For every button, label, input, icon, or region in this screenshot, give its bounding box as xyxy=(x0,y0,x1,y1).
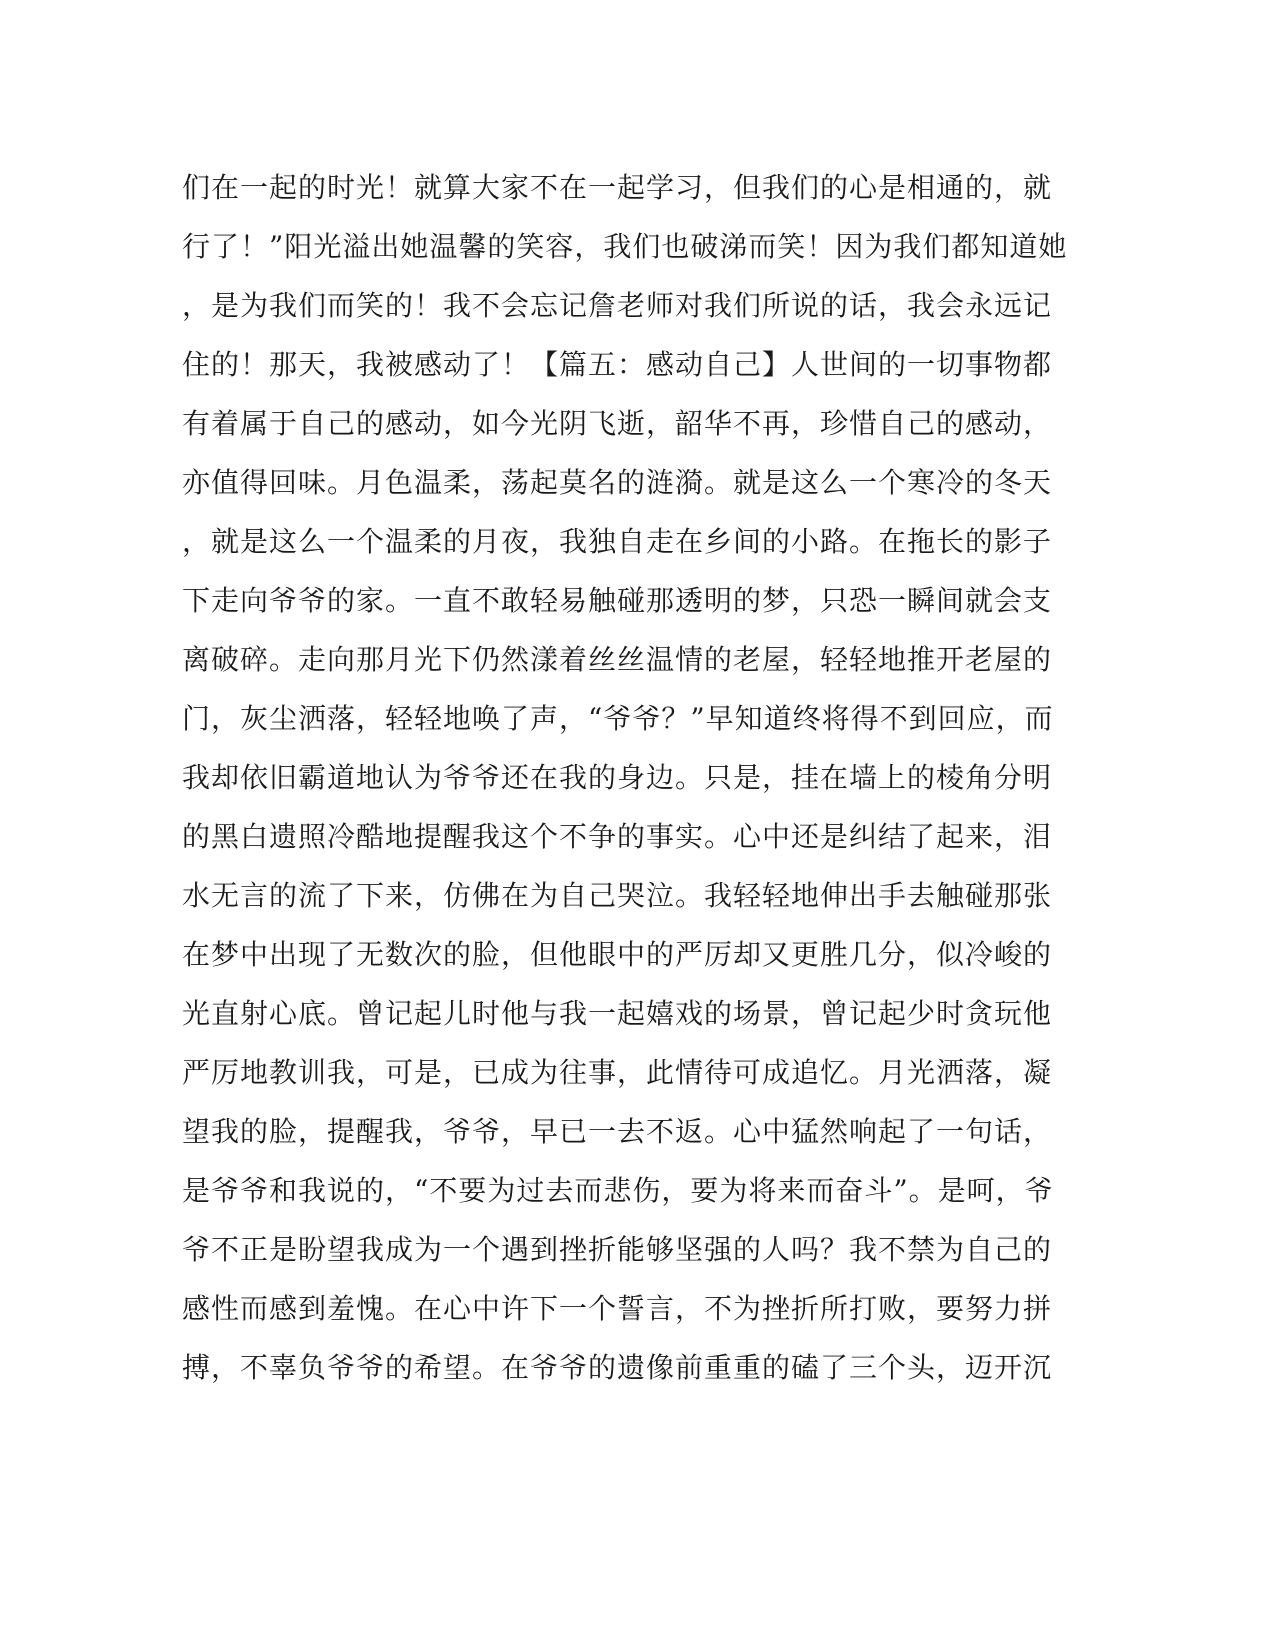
text-line: 水无言的流了下来，仿佛在为自己哭泣。我轻轻地伸出手去触碰那张 xyxy=(182,879,1053,912)
text-line: 下走向爷爷的家。一直不敢轻易触碰那透明的梦，只恐一瞬间就会支 xyxy=(182,584,1053,617)
text-line: 亦值得回味。月色温柔，荡起莫名的涟漪。就是这么一个寒冷的冬天 xyxy=(182,466,1053,499)
text-line: 感性而感到羞愧。在心中许下一个誓言，不为挫折所打败，要努力拼 xyxy=(182,1292,1053,1325)
text-line: 在梦中出现了无数次的脸，但他眼中的严厉却又更胜几分，似冷峻的 xyxy=(182,938,1053,971)
text-line: 住的！那天，我被感动了！【篇五：感动自己】人世间的一切事物都 xyxy=(182,348,1053,381)
text-line: 严厉地教训我，可是，已成为往事，此情待可成追忆。月光洒落，凝 xyxy=(182,1056,1053,1089)
text-line: 离破碎。走向那月光下仍然漾着丝丝温情的老屋，轻轻地推开老屋的 xyxy=(182,643,1053,676)
text-line: ，是为我们而笑的！我不会忘记詹老师对我们所说的话，我会永远记 xyxy=(182,289,1053,322)
text-line: ，就是这么一个温柔的月夜，我独自走在乡间的小路。在拖长的影子 xyxy=(182,525,1053,558)
text-line: 们在一起的时光！就算大家不在一起学习，但我们的心是相通的，就 xyxy=(182,171,1053,204)
body-text xyxy=(182,158,1068,1397)
text-line: 有着属于自己的感动，如今光阴飞逝，韶华不再，珍惜自己的感动， xyxy=(182,407,1053,440)
text-line: 望我的脸，提醒我，爷爷，早已一去不返。心中猛然响起了一句话， xyxy=(182,1115,1053,1148)
text-line: 光直射心底。曾记起儿时他与我一起嬉戏的场景，曾记起少时贪玩他 xyxy=(182,997,1053,1030)
text-line: 的黑白遗照冷酷地提醒我这个不争的事实。心中还是纠结了起来，泪 xyxy=(182,820,1053,853)
text-line: 爷不正是盼望我成为一个遇到挫折能够坚强的人吗？我不禁为自己的 xyxy=(182,1233,1053,1266)
text-line: 我却依旧霸道地认为爷爷还在我的身边。只是，挂在墙上的棱角分明 xyxy=(182,761,1053,794)
text-line: 行了！”阳光溢出她温馨的笑容，我们也破涕而笑！因为我们都知道她 xyxy=(182,230,1068,263)
text-line: 门，灰尘洒落，轻轻地唤了声，“爷爷？”早知道终将得不到回应，而 xyxy=(182,702,1054,735)
text-line: 是爷爷和我说的，“不要为过去而悲伤，要为将来而奋斗”。是呵，爷 xyxy=(182,1174,1054,1207)
text-line: 搏，不辜负爷爷的希望。在爷爷的遗像前重重的磕了三个头，迈开沉 xyxy=(182,1351,1053,1384)
